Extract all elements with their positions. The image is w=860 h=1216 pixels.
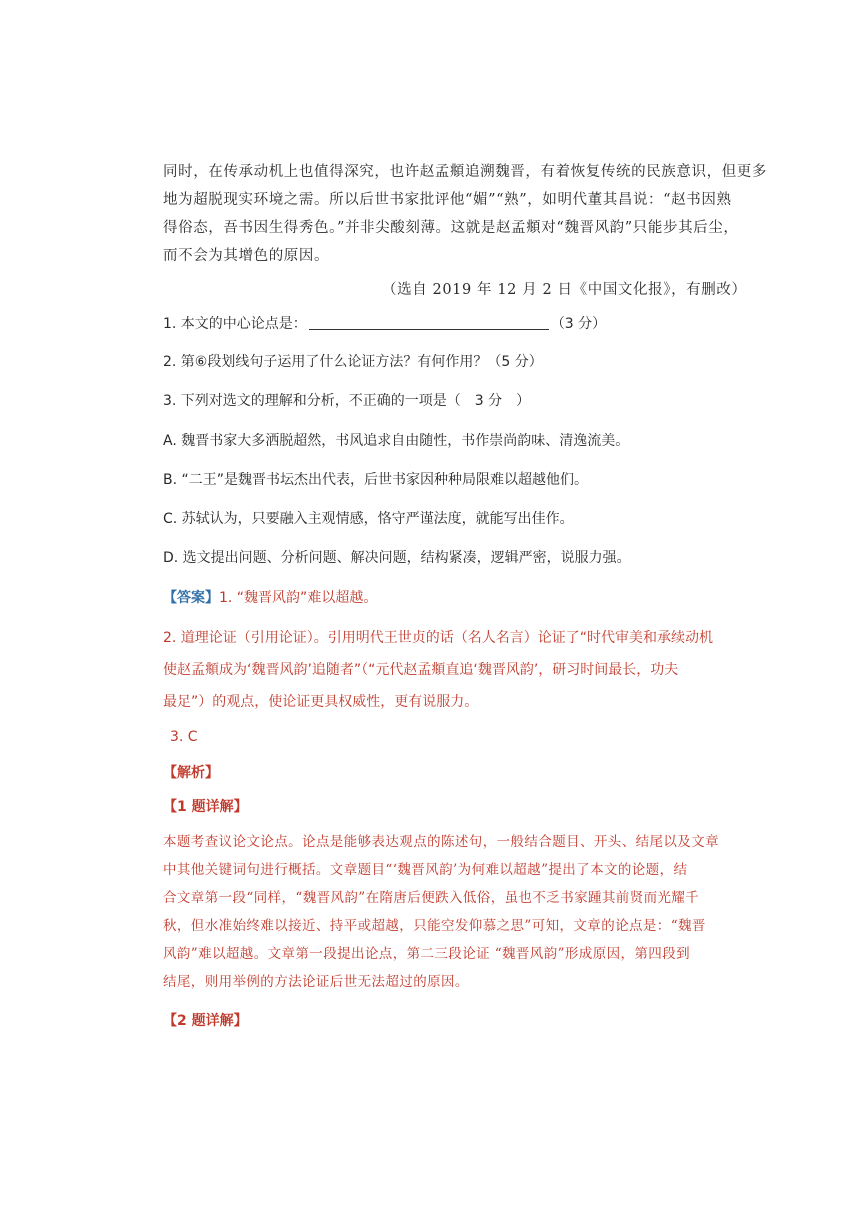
answer-1: 1. “魏晋风韵”难以超越。 [219, 590, 378, 606]
detail-1-line: 风韵”难以超越。文章第一段提出论点，第二三段论证 “魏晋风韵”形成原因，第四段到 [163, 946, 690, 962]
option-a: A. 魏晋书家大多洒脱超然，书风追求自由随性，书作崇尚韵味、清逸流美。 [163, 433, 630, 449]
option-d: D. 选文提出问题、分析问题、解决问题，结构紧凑，逻辑严密，说服力强。 [163, 550, 631, 566]
detail-1-line: 中其他关键词句进行概括。文章题目“‘魏晋风韵’为何难以超越”提出了本文的论题，结 [163, 862, 688, 878]
detail-1-line: 合文章第一段“同样，“魏晋风韵”在隋唐后便跌入低俗，虽也不乏书家踵其前贤而光耀千 [163, 890, 700, 906]
passage-line: 得俗态，吾书因生得秀色。”并非尖酸刻薄。这就是赵孟頫对“魏晋风韵”只能步其后尘， [163, 220, 739, 236]
answer-blank [309, 315, 549, 330]
detail-1-line: 结尾，则用举例的方法论证后世无法超过的原因。 [163, 974, 469, 990]
answer-1-line [163, 588, 377, 608]
detail-1-line: 秋，但水准始终难以接近、持平或超越，只能空发仰慕之思”可知，文章的论点是：“魏晋 [163, 918, 706, 934]
detail-2-header: 【2 题详解】 [163, 1013, 248, 1029]
question-1-prefix: 1. 本文的中心论点是： [163, 316, 307, 332]
answer-2-line: 2. 道理论证（引用论证）。引用明代王世贞的话（名人名言）论证了“时代审美和承续动机 [163, 630, 714, 646]
answer-tag: 【答案】 [163, 590, 219, 606]
answer-2-line: 最足”）的观点，使论证更具权威性，更有说服力。 [163, 694, 479, 710]
question-1 [163, 314, 606, 334]
detail-1-line: 本题考查议论文论点。论点是能够表达观点的陈述句，一般结合题目、开头、结尾以及文章 [163, 834, 719, 850]
passage-line: 地为超脱现实环境之需。所以后世书家批评他“媚”“熟”，如明代董其昌说：“赵书因熟 [163, 192, 732, 208]
passage-line: 而不会为其增色的原因。 [163, 248, 330, 264]
answer-3: 3. C [170, 729, 198, 745]
passage-source: （选自 2019 年 12 月 2 日《中国文化报》，有删改） [382, 282, 747, 298]
option-c: C. 苏轼认为，只要融入主观情感，恪守严谨法度，就能写出佳作。 [163, 511, 574, 527]
question-3: 3. 下列对选文的理解和分析，不正确的一项是（ 3 分 ） [163, 393, 531, 409]
passage-line: 同时，在传承动机上也值得深究，也许赵孟頫追溯魏晋，有着恢复传统的民族意识，但更多 [163, 164, 767, 180]
analysis-header: 【解析】 [163, 765, 219, 781]
detail-1-header: 【1 题详解】 [163, 799, 248, 815]
answer-2-line: 使赵孟頫成为‘魏晋风韵’追随者”（“元代赵孟頫直追‘魏晋风韵’，研习时间最长，功夫 [163, 662, 679, 678]
question-1-suffix: （3 分） [550, 316, 607, 332]
question-2: 2. 第⑥段划线句子运用了什么论证方法？有何作用？（5 分） [163, 354, 543, 370]
option-b: B. “二王”是魏晋书坛杰出代表，后世书家因种种局限难以超越他们。 [163, 472, 589, 488]
